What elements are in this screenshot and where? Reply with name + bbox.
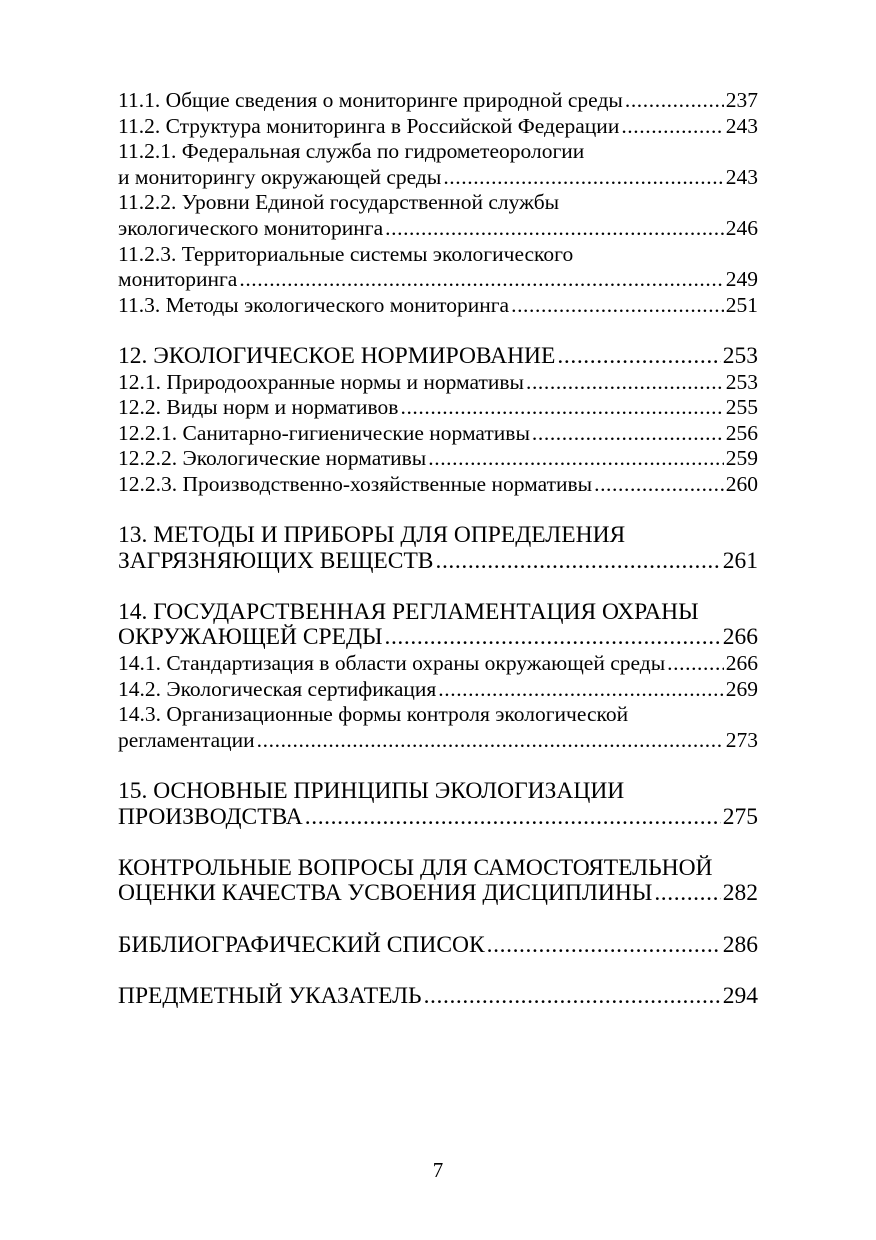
section-gap [118,574,758,600]
toc-chapter-title: КОНТРОЛЬНЫЕ ВОПРОСЫ ДЛЯ САМОСТОЯТЕЛЬНОЙ [118,854,713,881]
toc-entry-title: 11.3. Методы экологического мониторинга [118,292,510,317]
toc-page-number: 260 [725,471,758,496]
dot-leader [532,421,724,447]
table-of-contents [118,88,758,1009]
toc-entry [118,293,758,319]
dot-leader [654,881,720,907]
toc-page-number: 253 [722,342,758,369]
toc-chapter-title: 15. ОСНОВНЫЕ ПРИНЦИПЫ ЭКОЛОГИЗАЦИИ [118,778,625,805]
toc-chapter-title-continuation: ПРОИЗВОДСТВА [118,803,303,830]
section-gap [118,907,758,933]
toc-page-number: 243 [725,164,758,189]
toc-entry-title-continuation: мониторинга [118,267,238,292]
toc-chapter-title: ПРЕДМЕТНЫЙ УКАЗАТЕЛЬ [118,982,422,1009]
toc-page-number: 237 [725,88,758,112]
toc-entry [118,114,758,140]
toc-entry [118,677,758,703]
toc-chapter-title-continuation: ЗАГРЯЗНЯЮЩИХ ВЕЩЕСТВ [118,547,434,574]
dot-leader [511,293,724,319]
toc-page-number: 255 [725,395,758,420]
toc-entry [118,702,758,753]
toc-page-number: 266 [722,624,758,651]
toc-entry-title: 12.2.3. Производственно-хозяйственные нормативы [118,471,593,496]
toc-chapter-title: 12. ЭКОЛОГИЧЕСКОЕ НОРМИРОВАНИЕ [118,342,556,369]
toc-chapter-entry [118,523,758,574]
section-gap [118,753,758,779]
toc-page-number: 275 [722,803,758,830]
dot-leader [385,216,724,242]
toc-entry [118,370,758,396]
toc-page-number: 251 [725,292,758,317]
section-gap [118,830,758,856]
toc-page-number: 249 [725,267,758,292]
toc-entry [118,651,758,677]
dot-leader [239,267,723,293]
dot-leader [435,549,720,575]
dot-leader [428,446,724,472]
toc-page-number: 253 [725,369,758,394]
toc-chapter-title: 14. ГОСУДАРСТВЕННАЯ РЕГЛАМЕНТАЦИЯ ОХРАНЫ [118,598,699,625]
toc-entry [118,395,758,421]
dot-leader [557,344,720,370]
toc-entry-title: 12.2.1. Санитарно-гигиенические нормативы [118,420,530,445]
toc-entry-title: 12.2. Виды норм и нормативов [118,395,399,420]
toc-entry-title: 11.2.3. Территориальные системы экологического [118,241,574,266]
toc-page-number: 294 [722,982,758,1009]
toc-chapter-entry [118,779,758,830]
toc-page-number: 256 [725,420,758,445]
toc-page-number: 273 [725,727,758,752]
toc-chapter-title-continuation: ОЦЕНКИ КАЧЕСТВА УСВОЕНИЯ ДИСЦИПЛИНЫ [118,880,653,907]
toc-chapter-title: 13. МЕТОДЫ И ПРИБОРЫ ДЛЯ ОПРЕДЕЛЕНИЯ [118,522,626,549]
toc-entry-title-continuation: и мониторингу окружающей среды [118,164,442,189]
toc-entry-title: 11.1. Общие сведения о мониторинге природной среды [118,88,623,112]
page-number: 7 [432,1158,444,1182]
toc-page-number: 246 [725,215,758,240]
toc-entry-title: 11.2.1. Федеральная служба по гидрометеорологии [118,139,585,164]
toc-page-number: 266 [725,651,758,676]
toc-page-number: 259 [725,446,758,471]
toc-entry-title-continuation: экологического мониторинга [118,215,384,240]
dot-leader [400,395,723,421]
toc-page-number: 286 [722,931,758,958]
toc-entry-title: 14.1. Стандартизация в области охраны окружающей среды [118,651,666,676]
section-gap [118,958,758,984]
toc-entry-title: 12.1. Природоохранные нормы и нормативы [118,369,524,394]
dot-leader [526,370,724,396]
toc-entry-title: 12.2.2. Экологические нормативы [118,446,427,471]
toc-entry-title: 14.2. Экологическая сертификация [118,676,437,701]
toc-page-number: 243 [725,113,758,138]
toc-entry [118,446,758,472]
toc-chapter-title-continuation: ОКРУЖАЮЩЕЙ СРЕДЫ [118,624,383,651]
toc-chapter-entry [118,600,758,651]
toc-chapter-entry [118,984,758,1010]
dot-leader [438,677,723,703]
toc-page-number: 269 [725,676,758,701]
toc-page-number: 282 [722,880,758,907]
dot-leader [667,651,724,677]
dot-leader [594,472,724,498]
section-gap [118,318,758,344]
toc-entry [118,472,758,498]
dot-leader [384,625,720,651]
toc-entry [118,190,758,241]
dot-leader [305,805,721,831]
dot-leader [257,728,724,754]
toc-chapter-entry [118,933,758,959]
toc-entry-title: 14.3. Организационные формы контроля экологической [118,702,629,727]
dot-leader [487,933,721,959]
dot-leader [424,984,721,1010]
dot-leader [443,165,723,191]
toc-chapter-entry [118,856,758,907]
section-gap [118,498,758,524]
toc-entry [118,421,758,447]
toc-entry [118,242,758,293]
toc-entry-title: 11.2. Структура мониторинга в Российской Федерации [118,113,620,138]
toc-entry-title-continuation: регламентации [118,727,255,752]
toc-chapter-entry [118,344,758,370]
toc-chapter-title: БИБЛИОГРАФИЧЕСКИЙ СПИСОК [118,931,485,958]
dot-leader [621,114,723,140]
toc-entry [118,139,758,190]
toc-entry [118,88,758,114]
toc-entry-title: 11.2.2. Уровни Единой государственной службы [118,190,560,215]
dot-leader [625,88,724,114]
toc-page-number: 261 [722,547,758,574]
